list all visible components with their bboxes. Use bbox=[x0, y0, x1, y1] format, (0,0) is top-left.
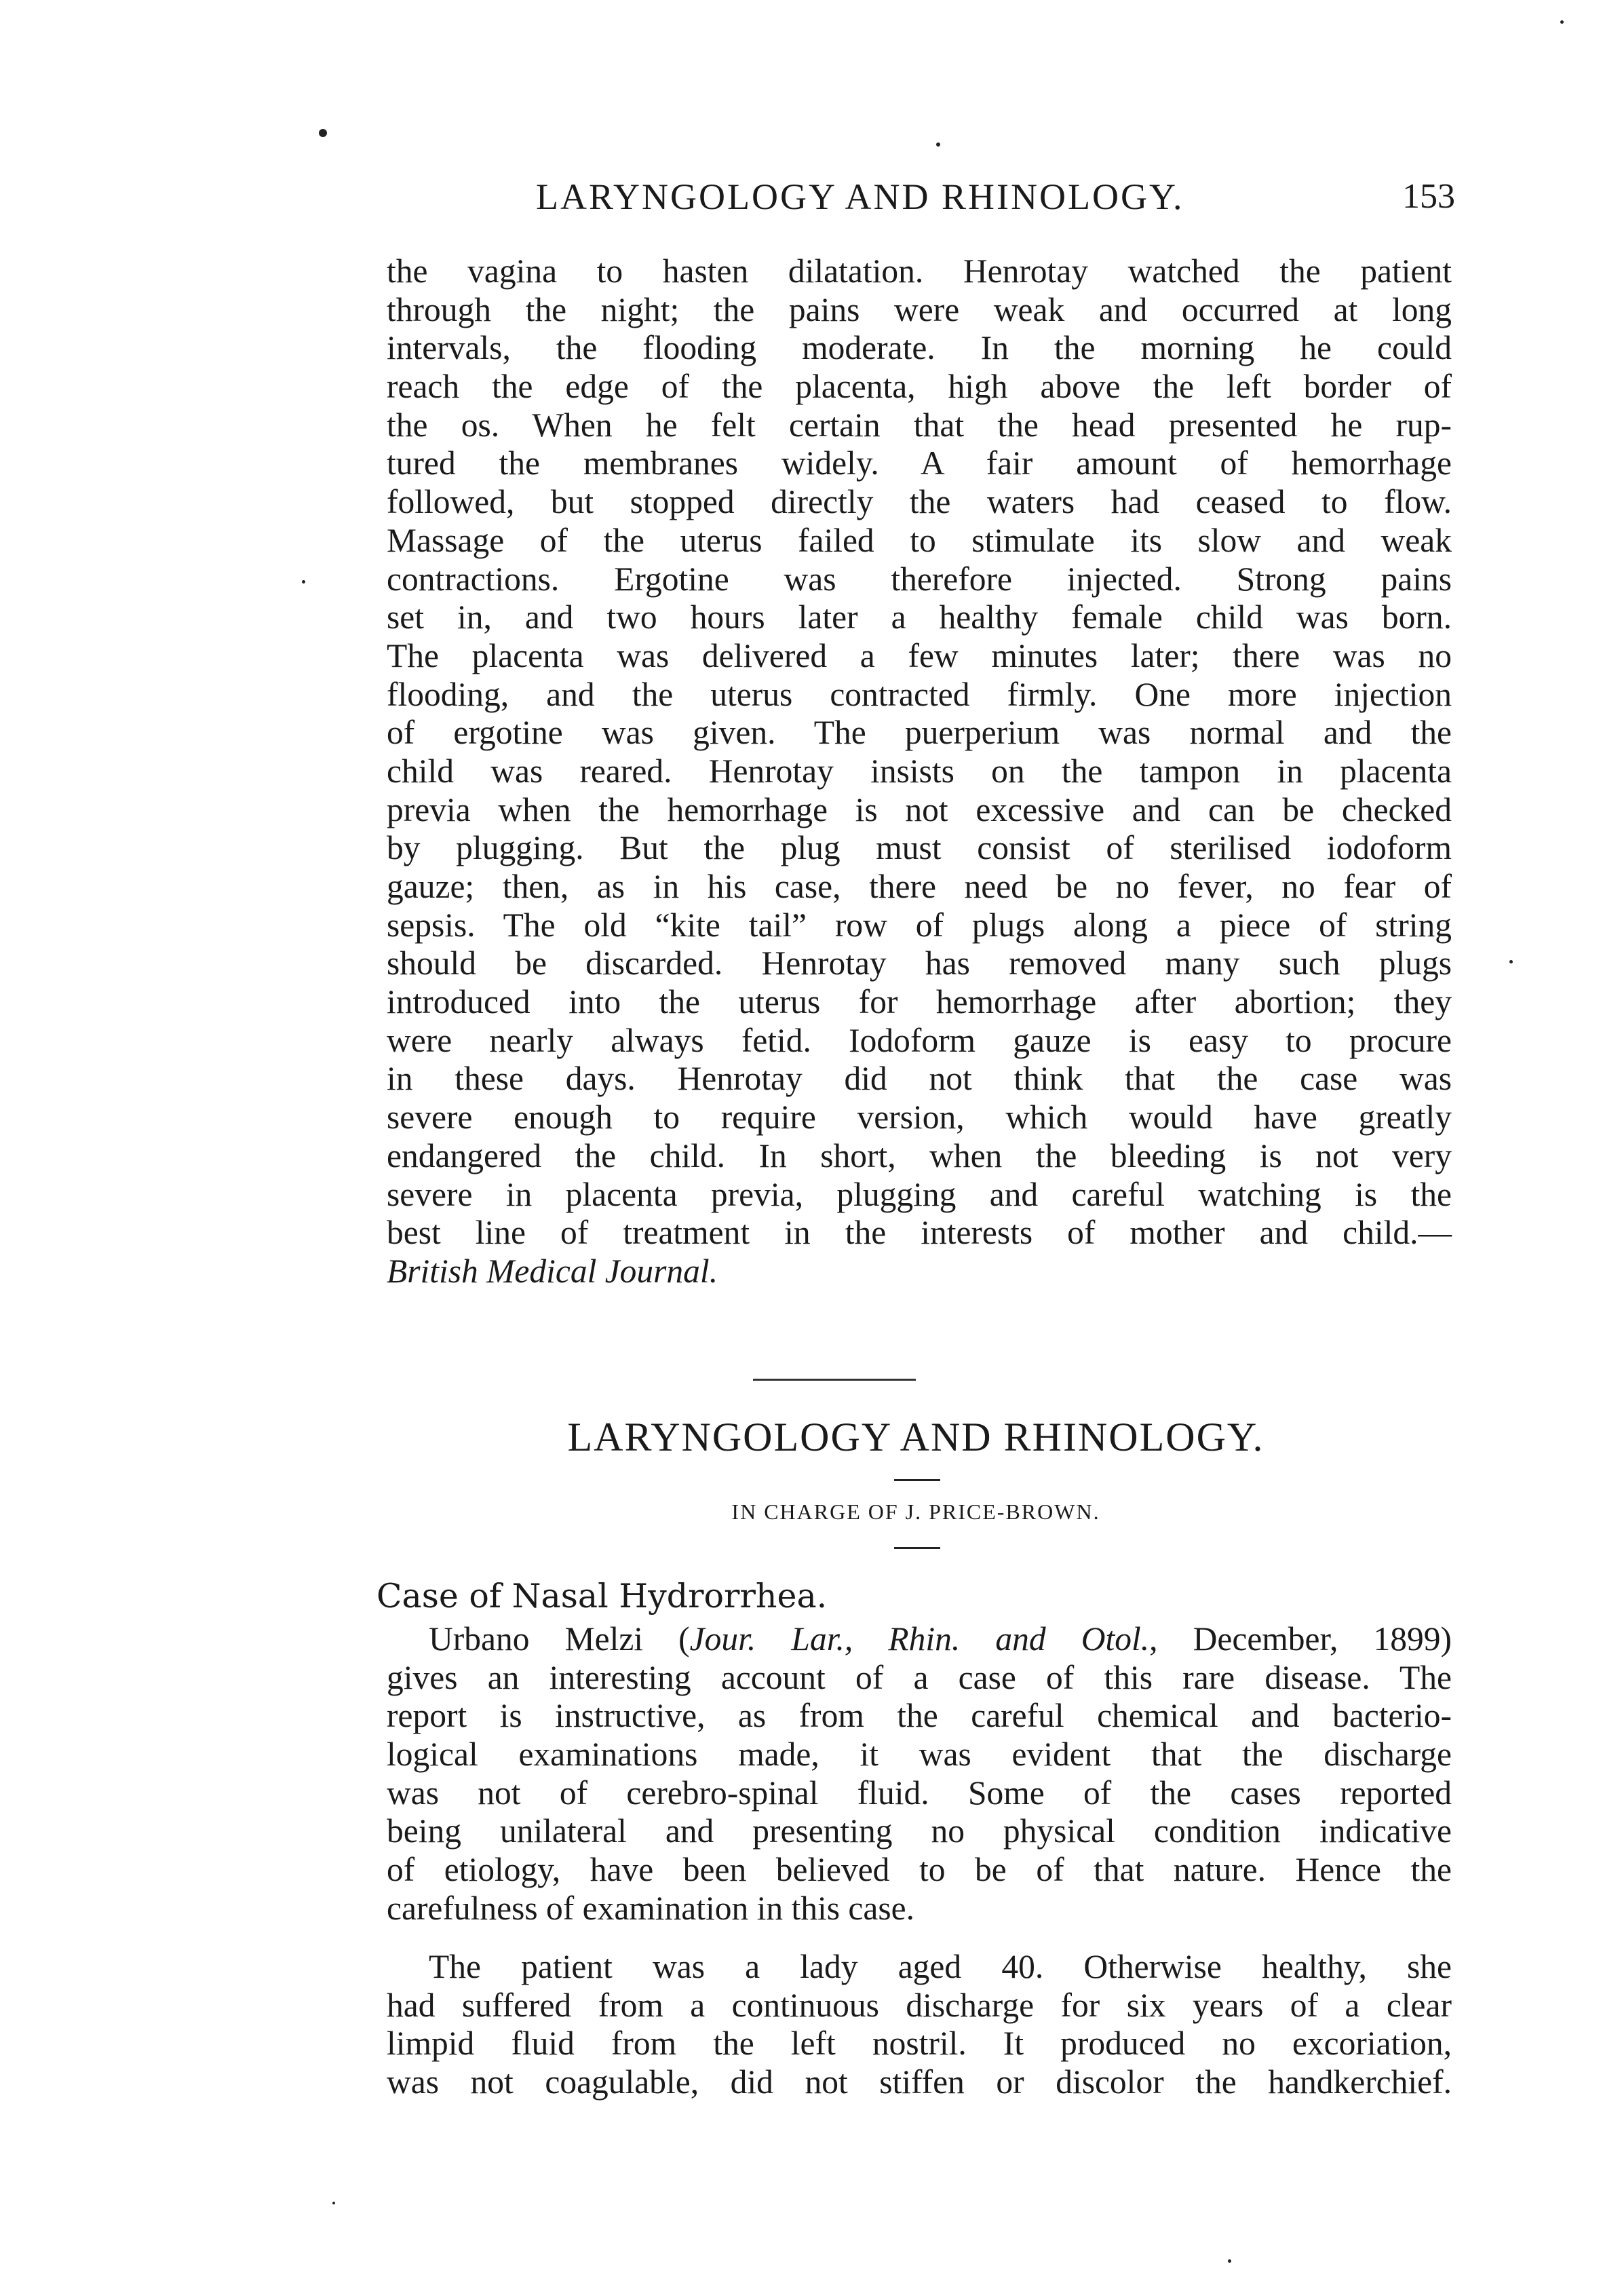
section-title: LARYNGOLOGY AND RHINOLOGY. bbox=[567, 1415, 1264, 1459]
text-line: intervals, the flooding moderate. In the morning he could bbox=[387, 329, 1452, 367]
text-line: severe in placenta previa, plugging and careful watching is the bbox=[387, 1175, 1452, 1213]
text-line: Massage of the uterus failed to stimulate its slow and weak bbox=[387, 521, 1452, 559]
text-line: best line of treatment in the interests of mother and child.— bbox=[387, 1214, 1452, 1252]
text-line: gauze; then, as in his case, there need be no fever, no fear of bbox=[387, 868, 1452, 905]
case-heading: Case of Nasal Hydrorrhea. bbox=[376, 1577, 828, 1615]
case-paragraph bbox=[387, 1948, 1452, 2102]
title-rule bbox=[894, 1479, 940, 1481]
text-line bbox=[387, 1620, 1452, 1659]
page-number: 153 bbox=[1402, 177, 1455, 216]
text-line: contractions. Ergotine was therefore injected. Strong pains bbox=[387, 560, 1452, 598]
section-separator bbox=[753, 1379, 916, 1381]
text-line: limpid fluid from the left nostril. It produced no excoriation, bbox=[387, 2025, 1452, 2063]
text-fragment: Urbano Melzi ( bbox=[429, 1620, 690, 1658]
text-line: The patient was a lady aged 40. Otherwise healthy, she bbox=[429, 1948, 1452, 1985]
byline-rule bbox=[894, 1547, 940, 1549]
text-line: sepsis. The old “kite tail” row of plugs along a piece of string bbox=[387, 906, 1452, 944]
section-byline: IN CHARGE OF J. PRICE-BROWN. bbox=[731, 1499, 1100, 1524]
text-line: by plugging. But the plug must consist of sterilised iodoform bbox=[387, 829, 1452, 867]
text-line: reach the edge of the placenta, high above the left border of bbox=[387, 368, 1452, 406]
text-line: through the night; the pains were weak and occurred at long bbox=[387, 290, 1452, 328]
text-line: followed, but stopped directly the waters had ceased to flow. bbox=[387, 483, 1452, 521]
text-line: report is instructive, as from the careful chemical and bacterio- bbox=[387, 1697, 1452, 1735]
scan-speck bbox=[936, 142, 940, 147]
text-line: flooding, and the uterus contracted firmly. One more injection bbox=[387, 675, 1452, 713]
text-line: the os. When he felt certain that the head presented he rup- bbox=[387, 406, 1452, 444]
text-line: was not coagulable, did not stiffen or discolor the handkerchief. bbox=[387, 2063, 1452, 2101]
text-line: logical examinations made, it was evident that the discharge bbox=[387, 1736, 1452, 1774]
scan-speck bbox=[319, 129, 327, 137]
text-line: the vagina to hasten dilatation. Henrotay watched the patient bbox=[387, 252, 1452, 290]
continued-paragraph bbox=[387, 252, 1452, 1291]
scan-speck bbox=[332, 2202, 335, 2204]
text-fragment: , December, 1899) bbox=[1149, 1620, 1452, 1658]
text-line: previa when the hemorrhage is not excessive and can be checked bbox=[387, 790, 1452, 828]
text-line: set in, and two hours later a healthy female child was born. bbox=[387, 598, 1452, 636]
journal-citation: Jour. Lar., Rhin. and Otol. bbox=[689, 1620, 1150, 1658]
scan-speck bbox=[1509, 960, 1513, 963]
text-line: tured the membranes widely. A fair amount of hemorrhage bbox=[387, 444, 1452, 482]
source-citation: British Medical Journal. bbox=[387, 1252, 718, 1290]
text-line: carefulness of examination in this case. bbox=[387, 1889, 914, 1927]
text-line: was not of cerebro-spinal fluid. Some of the cases reported bbox=[387, 1774, 1452, 1812]
case-paragraph bbox=[387, 1620, 1452, 1928]
scan-speck bbox=[1560, 20, 1564, 24]
text-line: The placenta was delivered a few minutes later; there was no bbox=[387, 636, 1452, 674]
running-header bbox=[376, 170, 1455, 224]
scan-speck bbox=[302, 580, 305, 583]
text-line: should be discarded. Henrotay has removed many such plugs bbox=[387, 944, 1452, 982]
text-line: of ergotine was given. The puerperium was normal and the bbox=[387, 714, 1452, 752]
scan-speck bbox=[1228, 2259, 1231, 2263]
text-line: endangered the child. In short, when the bleeding is not very bbox=[387, 1136, 1452, 1174]
text-line: gives an interesting account of a case of this rare disease. The bbox=[387, 1658, 1452, 1696]
text-line: in these days. Henrotay did not think that the case was bbox=[387, 1060, 1452, 1098]
text-line: introduced into the uterus for hemorrhage after abortion; they bbox=[387, 983, 1452, 1021]
text-line: being unilateral and presenting no physical condition indicative bbox=[387, 1812, 1452, 1850]
text-line: child was reared. Henrotay insists on the tampon in placenta bbox=[387, 752, 1452, 790]
text-line: had suffered from a continuous discharge for six years of a clear bbox=[387, 1986, 1452, 2024]
running-title: LARYNGOLOGY AND RHINOLOGY. bbox=[536, 176, 1184, 217]
text-line: were nearly always fetid. Iodoform gauze is easy to procure bbox=[387, 1021, 1452, 1059]
text-line: severe enough to require version, which would have greatly bbox=[387, 1098, 1452, 1136]
text-line: of etiology, have been believed to be of that nature. Hence the bbox=[387, 1851, 1452, 1889]
